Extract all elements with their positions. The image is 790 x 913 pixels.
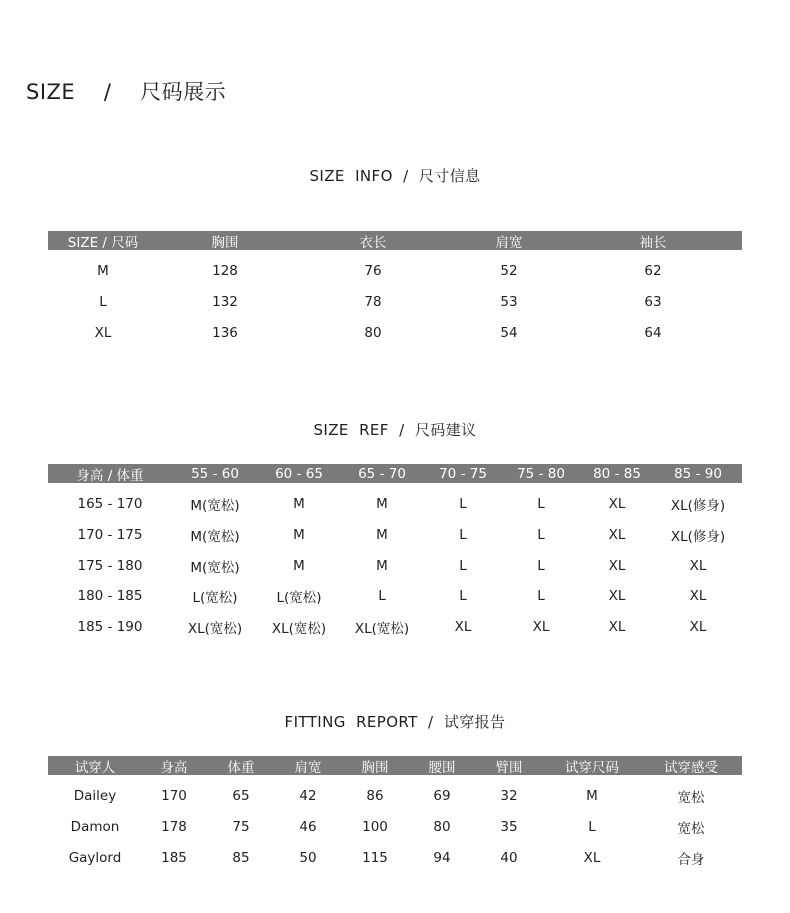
size-ref-header-col: 60 - 65 xyxy=(275,465,323,482)
table-cell: L xyxy=(459,496,467,513)
table-cell: Damon xyxy=(70,819,120,836)
size-info-title: SIZE INFO / 尺寸信息 xyxy=(309,167,481,185)
size-info-header-sleeve: 袖长 xyxy=(639,234,667,251)
fitting-header-arm: 臂围 xyxy=(495,759,523,776)
table-cell: XL xyxy=(608,588,626,605)
table-cell: M(宽松) xyxy=(190,529,240,546)
table-cell: XL(宽松) xyxy=(271,621,327,638)
table-cell: 170 - 175 xyxy=(77,527,143,544)
fitting-header-feel: 试穿感受 xyxy=(664,759,718,776)
table-cell: L(宽松) xyxy=(276,590,322,607)
table-cell: L xyxy=(459,557,467,574)
table-cell: XL(宽松) xyxy=(187,621,243,638)
table-cell: 94 xyxy=(433,849,451,866)
table-cell: 50 xyxy=(299,849,317,866)
fitting-header-size: 试穿尺码 xyxy=(565,759,619,776)
table-cell: M xyxy=(376,557,388,574)
table-cell: 80 xyxy=(433,819,451,836)
table-cell: M xyxy=(293,496,305,513)
table-row xyxy=(48,812,742,843)
table-cell: 178 xyxy=(161,819,187,836)
table-cell: 35 xyxy=(500,819,518,836)
fitting-header-tester: 试穿人 xyxy=(74,759,116,776)
table-cell: XL xyxy=(608,527,626,544)
fitting-header-waist: 腰围 xyxy=(428,759,456,776)
table-cell: 46 xyxy=(299,819,317,836)
table-cell: L xyxy=(588,819,596,836)
table-cell: 136 xyxy=(212,324,238,341)
table-cell: L xyxy=(459,527,467,544)
table-cell: XL xyxy=(608,496,626,513)
size-ref-header-height-weight: 身高 / 体重 xyxy=(76,467,144,484)
size-info-header-length: 衣长 xyxy=(359,234,387,251)
table-cell: 86 xyxy=(366,788,384,805)
table-cell: 65 xyxy=(232,788,250,805)
table-cell: M(宽松) xyxy=(190,498,240,515)
size-ref-header-row xyxy=(48,464,742,483)
table-cell: 80 xyxy=(364,324,382,341)
table-cell: XL xyxy=(608,557,626,574)
table-cell: L xyxy=(537,527,545,544)
table-cell: M xyxy=(293,527,305,544)
table-row xyxy=(48,550,742,581)
table-cell: 128 xyxy=(212,263,238,280)
table-cell: 85 xyxy=(232,849,250,866)
table-cell: L xyxy=(537,557,545,574)
table-cell: L xyxy=(378,588,386,605)
table-cell: 63 xyxy=(644,294,662,311)
size-ref-header-col: 75 - 80 xyxy=(517,465,565,482)
table-cell: XL xyxy=(583,849,601,866)
size-ref-header-col: 85 - 90 xyxy=(674,465,722,482)
table-cell: 宽松 xyxy=(677,790,705,807)
table-row xyxy=(48,317,742,348)
table-cell: XL xyxy=(608,619,626,636)
table-cell: L(宽松) xyxy=(192,590,238,607)
table-cell: 宽松 xyxy=(677,821,705,838)
table-row xyxy=(48,489,742,520)
table-cell: XL xyxy=(689,588,707,605)
size-info-header-shoulder: 肩宽 xyxy=(495,234,523,251)
table-cell: 32 xyxy=(500,788,518,805)
table-cell: 185 xyxy=(161,849,187,866)
table-cell: 100 xyxy=(362,819,388,836)
table-cell: XL xyxy=(689,619,707,636)
size-ref-title: SIZE REF / 尺码建议 xyxy=(313,421,477,439)
table-cell: 165 - 170 xyxy=(77,496,143,513)
table-row xyxy=(48,256,742,287)
table-cell: 52 xyxy=(500,263,518,280)
table-cell: L xyxy=(99,294,107,311)
table-cell: XL xyxy=(689,557,707,574)
size-info-header-chest: 胸围 xyxy=(211,234,239,251)
page-heading: SIZE / 尺码展示 xyxy=(26,80,227,104)
table-cell: 69 xyxy=(433,788,451,805)
table-row xyxy=(48,781,742,812)
fitting-report-title: FITTING REPORT / 试穿报告 xyxy=(284,713,506,731)
fitting-header-chest: 胸围 xyxy=(361,759,389,776)
table-row xyxy=(48,581,742,612)
fitting-report-header-row xyxy=(48,756,742,775)
table-cell: M xyxy=(376,496,388,513)
size-ref-header-col: 65 - 70 xyxy=(358,465,406,482)
fitting-header-height: 身高 xyxy=(160,759,188,776)
table-row xyxy=(48,842,742,873)
table-cell: 75 xyxy=(232,819,250,836)
table-cell: L xyxy=(459,588,467,605)
table-cell: 175 - 180 xyxy=(77,557,143,574)
size-info-header-row xyxy=(48,231,742,250)
table-cell: Dailey xyxy=(73,788,117,805)
table-cell: 132 xyxy=(212,294,238,311)
table-cell: 62 xyxy=(644,263,662,280)
table-row xyxy=(48,287,742,318)
table-cell: 54 xyxy=(500,324,518,341)
table-cell: M xyxy=(293,557,305,574)
table-cell: 40 xyxy=(500,849,518,866)
table-cell: Gaylord xyxy=(68,849,122,866)
size-ref-table xyxy=(48,464,742,642)
size-ref-header-col: 70 - 75 xyxy=(439,465,487,482)
table-cell: XL(宽松) xyxy=(354,621,410,638)
table-cell: M xyxy=(586,788,598,805)
size-ref-header-col: 80 - 85 xyxy=(593,465,641,482)
fitting-report-table xyxy=(48,756,742,873)
table-cell: 76 xyxy=(364,263,382,280)
table-cell: 42 xyxy=(299,788,317,805)
table-cell: 180 - 185 xyxy=(77,588,143,605)
table-cell: 53 xyxy=(500,294,518,311)
table-cell: 78 xyxy=(364,294,382,311)
table-cell: M(宽松) xyxy=(190,559,240,576)
size-info-header-size: SIZE / 尺码 xyxy=(67,234,139,251)
table-cell: XL(修身) xyxy=(670,498,726,515)
table-cell: 115 xyxy=(362,849,388,866)
table-cell: XL xyxy=(94,324,112,341)
table-cell: 185 - 190 xyxy=(77,619,143,636)
table-cell: L xyxy=(537,588,545,605)
fitting-header-weight: 体重 xyxy=(227,759,255,776)
table-cell: 64 xyxy=(644,324,662,341)
table-cell: XL xyxy=(454,619,472,636)
table-cell: 170 xyxy=(161,788,187,805)
size-info-table xyxy=(48,231,742,348)
table-cell: XL(修身) xyxy=(670,529,726,546)
table-row xyxy=(48,520,742,551)
table-row xyxy=(48,612,742,643)
size-ref-header-col: 55 - 60 xyxy=(191,465,239,482)
fitting-header-shoulder: 肩宽 xyxy=(294,759,322,776)
table-cell: XL xyxy=(532,619,550,636)
table-cell: 合身 xyxy=(677,851,705,868)
table-cell: M xyxy=(97,263,109,280)
table-cell: L xyxy=(537,496,545,513)
table-cell: M xyxy=(376,527,388,544)
